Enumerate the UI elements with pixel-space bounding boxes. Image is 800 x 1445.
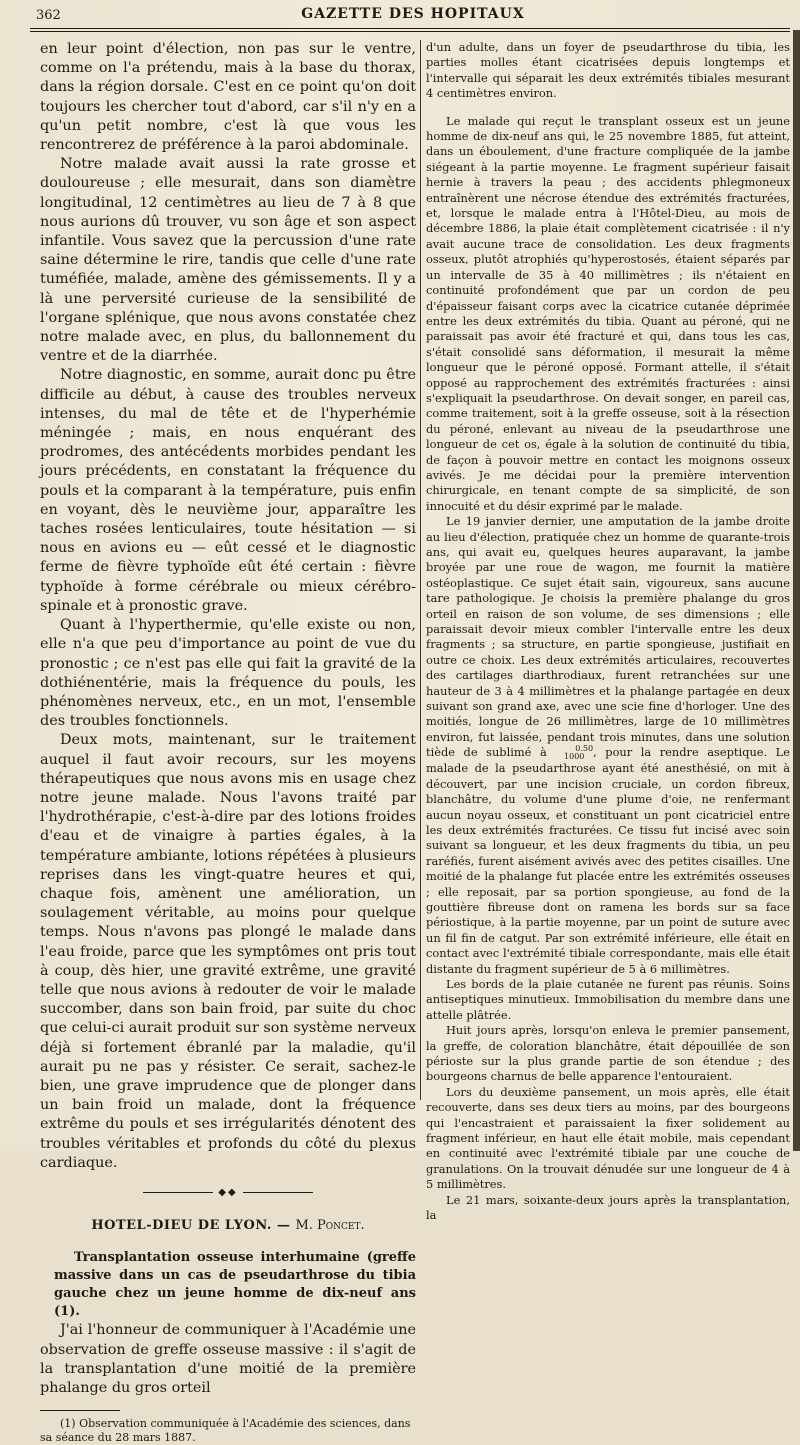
fraction-numerator: 0.50 [575, 744, 594, 754]
paragraph: Les bords de la plaie cutanée ne furent pas réunis. Soins antiseptiques minutieux. Immobilisation du membre dans une attelle plâtrée. [426, 976, 790, 1022]
paragraph: en leur point d'élection, non pas sur le ventre, comme on l'a prétendu, mais à la base du thorax, dans la région dorsale. C'est en ce point qu'on doit toujours les chercher tout d'abord, car s'il n'y en a qu'un petit nombre, c'est là que vous les rencontrerez de préférence à la paroi abdominale. [40, 41, 416, 154]
paragraph: Huit jours après, lorsqu'on enleva le premier pansement, la greffe, de coloration blanchâtre, était dépouillée de son périoste sur la plus grande partie de son étendue ; des bourgeons charnus de belle apparence l'entouraient. [426, 1023, 790, 1084]
paragraph: Lors du deuxième pansement, un mois après, elle était recouverte, dans ses deux tiers au moins, par des bourgeons qui l'encastraient et paraissaient la fixer solidement au fragment inférieur, en haut elle était mobile, mais cependant en continuité avec l'extrémité tibiale par une couche de granulations. On la trouvait dénudée sur une longueur de 4 à 5 millimètres. [426, 1084, 790, 1192]
paragraph: Le malade qui reçut le transplant osseux est un jeune homme de dix-neuf ans qui, le 25 novembre 1885, fut atteint, dans un éboulement, d'une fracture compliquée de la jambe siégeant à la partie moyenne. Le fragment supérieur faisait hernie à travers la peau ; des accidents phlegmoneux entraînèrent une nécrose étendue des extrémités fracturées, et, lorsque le malade entra à l'Hôtel-Dieu, au mois de décembre 1886, la plaie était complètement cicatrisée : il n'y avait aucune trace de consolidation. Les deux fragments osseux, plutôt atrophiés qu'hyperostosés, étaient séparés par un intervalle de 35 à 40 millimètres ; ils n'étaient en continuité profondément que par un cordon de peu d'épaisseur faisant corps avec la cicatrice cutanée déprimée entre les deux extrémités du tibia. Quant au péroné, qui ne paraissait pas avoir été fracturé et qui, dans tous les cas, s'était consolidé sans déformation, il mesurait la même longueur que le péroné opposé. Formant attelle, il s'était opposé au rapprochement des extrémités fracturées : ainsi s'expliquait la pseudarthrose. On devait songer, en pareil cas, comme traitement, soit à la greffe osseuse, soit à la résection du péroné, enlevant au niveau de la pseudarthrose une longueur de cet os, égale à la solution de continuité du tibia, de façon à pouvoir mettre en contact les moignons osseux avivés. Je me décidai pour la première intervention chirurgicale, en tenant compte de sa simplicité, de son innocuité et du désir exprimé par le malade. [426, 113, 790, 513]
page-header [36, 4, 790, 30]
page-number: 362 [36, 8, 61, 23]
right-column [426, 40, 790, 1223]
header-rule [30, 28, 790, 32]
fraction-denominator: 1000 [564, 752, 585, 762]
footnote: (1) Observation communiquée à l'Académie des sciences, dans sa séance du 28 mars 1887. [40, 1417, 411, 1445]
section-heading-text: HOTEL-DIEU DE LYON. — [91, 1218, 291, 1234]
fraction [555, 745, 593, 761]
section-heading [40, 1216, 416, 1235]
page-binding-edge [793, 30, 800, 1151]
left-column [40, 40, 416, 1445]
paragraph-text: , pour la rendre aseptique. Le malade de la pseudarthrose ayant été anesthésié, on mit à découvert, par une incision cruciale, un cordon fibreux, blanchâtre, du volume d'une plume d'oie, ne renfermant aucun noyau osseux, et constituant un pont cicatriciel entre les deux extrémités fracturées. Ce tissu fut incisé avec soin suivant sa longueur, et les deux fragments du tibia, un peu raréfiés, furent aisément avivés avec des petites cisailles. Une moitié de la phalange fut placée entre les extrémités osseuses ; elle reposait, par sa portion spongieuse, au fond de la gouttière fibreuse dont on ramena les bords sur sa face périostique, à la partie moyenne, par un point de suture avec un fil fin de catgut. Par son extrémité inférieure, elle était en contact avec l'extrémité tibiale correspondante, mais elle était distante du fragment supérieur de 5 à 6 millimètres. [426, 745, 790, 976]
paragraph: Notre malade avait aussi la rate grosse et douloureuse ; elle mesurait, dans son diamètre longitudinal, 12 centimètres au lieu de 7 à 8 que nous aurions dû trouver, vu son âge et son aspect infantile. Vous savez que la percussion d'une rate saine détermine le rire, tandis que celle d'une rate tuméfiée, malade, amène des gémissements. Il y a là une perversité curieuse de la sensibilité de l'organe splénique, que nous avons constatée chez notre malade avec, en plus, du ballonnement du ventre et de la diarrhée. [40, 156, 416, 365]
section-divider-ornament: ◆◆ [40, 1183, 416, 1202]
footnote-rule [40, 1410, 120, 1411]
paragraph [426, 514, 790, 977]
paragraph: d'un adulte, dans un foyer de pseudarthrose du tibia, les parties molles étant cicatrisées depuis longtemps et l'intervalle qui séparait les deux extrémités tibiales mesurant 4 centimètres environ. [426, 40, 790, 101]
journal-title: GAZETTE DES HOPITAUX [301, 6, 525, 22]
paragraph: J'ai l'honneur de communiquer à l'Académie une observation de greffe osseuse massive : il s'agit de la transplantation d'une moitié de la première phalange du gros orteil [40, 1322, 416, 1396]
article-title: Transplantation osseuse interhumaine (greffe massive dans un cas de pseudarthrose du tibia gauche chez un jeune homme de dix-neuf ans (1). [54, 1250, 416, 1320]
paragraph: Quant à l'hyperthermie, qu'elle existe ou non, elle n'a que peu d'importance au point de vue du pronostic ; ce n'est pas elle qui fait la gravité de la dothiénentérie, mais la fréquence du pouls, les phénomènes nerveux, etc., en un mot, l'ensemble des troubles fonctionnels. [40, 617, 416, 730]
paragraph: Notre diagnostic, en somme, aurait donc pu être difficile au début, à cause des troubles nerveux intenses, du mal de tête et de l'hyperhémie méningée ; mais, en nous enquérant des prodromes, des antécédents morbides pendant les jours précédents, en constatant la fréquence du pouls et la comparant à la température, puis enfin en voyant, dès le neuvième jour, apparaître les taches rosées lenticulaires, toute hésitation — si nous en avions eu — eût cessé et le diagnostic ferme de fièvre typhoïde eût été certain : fièvre typhoïde à forme cérébrale ou mieux cérébro-spinale et à pronostic grave. [40, 367, 416, 614]
paragraph: Deux mots, maintenant, sur le traitement auquel il faut avoir recours, sur les moyens thérapeutiques que nous avons mis en usage chez notre jeune malade. Nous l'avons traité par l'hydrothérapie, c'est-à-dire par des lotions froides d'eau et de vinaigre à parties égales, à la température ambiante, lotions répétées à plusieurs reprises dans les vingt-quatre heures et qui, chaque fois, amènent une amélioration, un soulagement véritable, au moins pour quelque temps. Nous n'avons pas plongé le malade dans l'eau froide, parce que les symptômes ont pris tout à coup, dès hier, une gravité extrême, une gravité telle que nous avions à redouter de voir le malade succomber, dans son bain froid, par suite du choc que celui-ci aurait produit sur son système nerveux déjà si fortement ébranlé par la maladie, qu'il aurait pu ne pas y résister. Ce serait, sachez-le bien, une grave imprudence que de plonger dans un bain froid un malade, dont la fréquence extrême du pouls et ses irrégularités dénotent des troubles véritables et profonds du côté du plexus cardiaque. [40, 732, 416, 1171]
paragraph: Le 21 mars, soixante-deux jours après la transplantation, la [426, 1192, 790, 1223]
paragraph-text: Le 19 janvier dernier, une amputation de la jambe droite au lieu d'élection, pratiquée chez un homme de quarante-trois ans, qui avait eu, quelques heures auparavant, la jambe broyée par une roue de wagon, me fournit la matière ostéoplastique. Ce sujet était sain, vigoureux, sans aucune tare pathologique. Je choisis la première phalange du gros orteil en raison de son volume, de ses dimensions ; elle paraissait devoir mieux combler l'intervalle entre les deux fragments ; sa structure, en partie spongieuse, justifiait en outre ce choix. Les deux extrémités articulaires, recouvertes des cartilages diarthrodiaux, furent retranchées sur une hauteur de 3 à 4 millimètres et la phalange partagée en deux suivant son grand axe, avec une scie fine d'horloger. Une des moitiés, longue de 26 millimètres, large de 10 millimètres environ, fut laissée, pendant trois minutes, dans une solution tiède de sublimé à [426, 514, 790, 760]
column-divider [420, 40, 421, 1100]
section-author: M. Poncet. [295, 1218, 365, 1234]
